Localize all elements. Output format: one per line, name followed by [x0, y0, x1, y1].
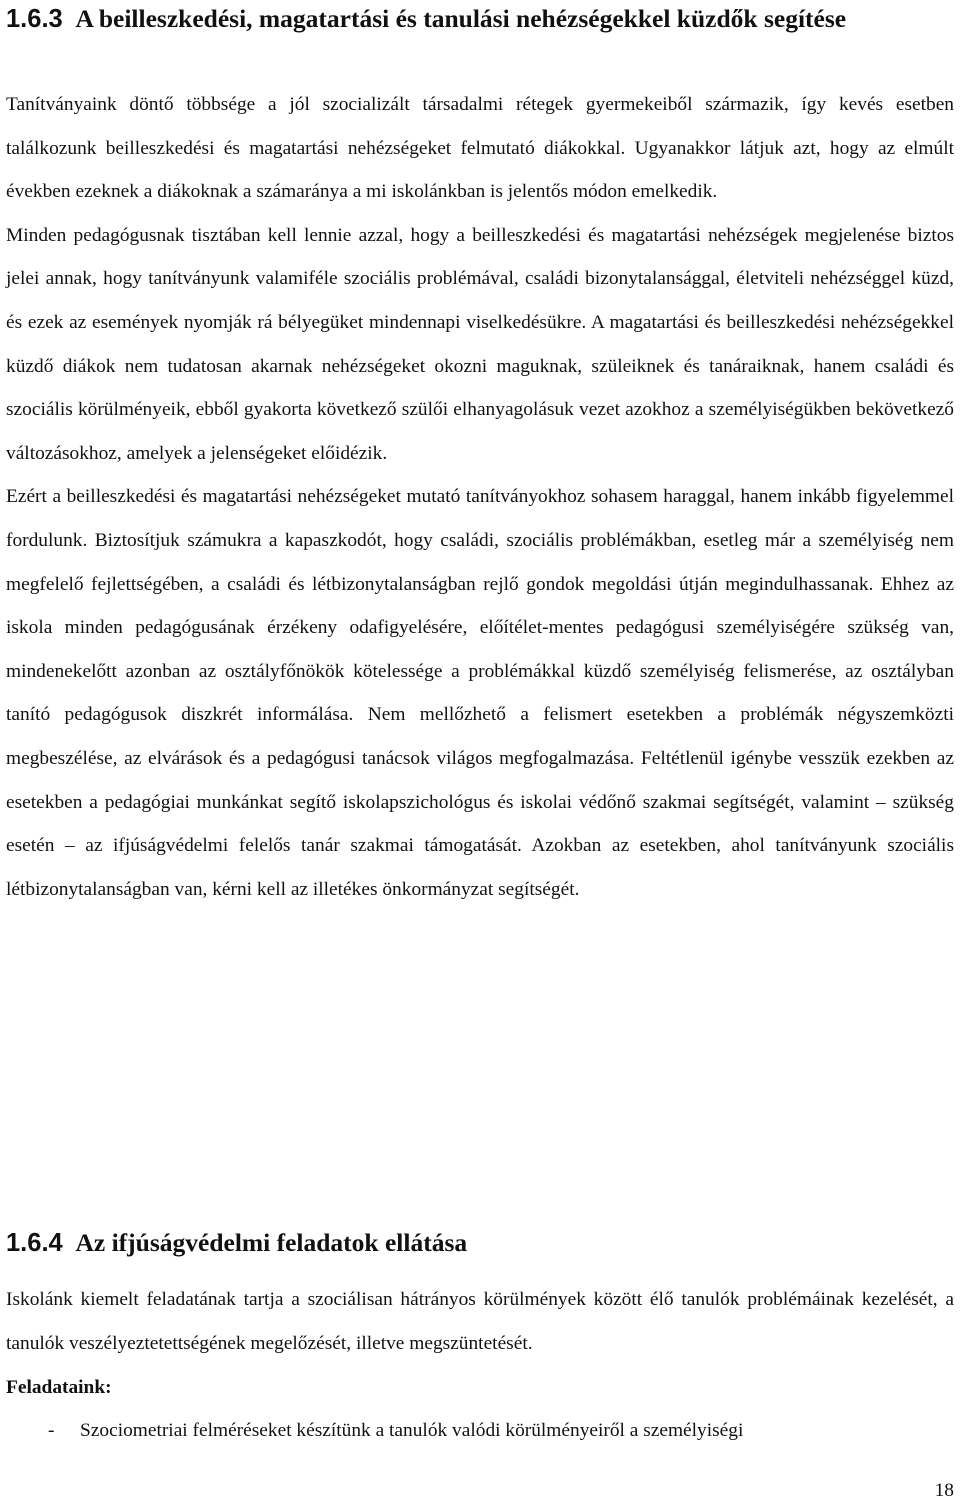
paragraph-1: Tanítványaink döntő többsége a jól szocializált társadalmi rétegek gyermekeiből származik, így kevés esetben találkozunk beilleszkedési és magatartási nehézségeket felmutató diákokkal. Ugyanakkor látjuk azt, hogy az elmúlt években ezeknek a diákoknak a számaránya a mi iskolánkban is jelentős módon emelkedik. [6, 94, 954, 203]
list-bullet: - [48, 1420, 55, 1441]
section-number: 1.6.4 [6, 1229, 63, 1257]
page-number: 18 [934, 1480, 954, 1501]
section-title: Az ifjúságvédelmi feladatok ellátása [75, 1228, 468, 1257]
section-1-6-4-paragraph: Iskolánk kiemelt feladatának tartja a szociálisan hátrányos körülmények között élő tanulók problémáinak kezelését, a tanulók veszélyeztetettségének megelőzését, illetve megszüntetését. [6, 1289, 954, 1354]
section-number: 1.6.3 [6, 5, 63, 33]
paragraph-3: Ezért a beilleszkedési és magatartási nehézségeket mutató tanítványokhoz sohasem haraggal, hanem inkább figyelemmel fordulunk. Biztosítjuk számukra a kapaszkodót, hogy családi, szociális problémákban, esetleg már a személyiség nem megfelelő fejlettségében, a családi és létbizonytalanságban rejlő gondok megoldási útján megindulhassanak. Ehhez az iskola minden pedagógusának érzékeny odafigyelésére, előítélet-mentes pedagógusi személyiségére szükség van, mindenekelőtt azonban az osztályfőnökök kötelessége a problémákkal küzdő személyiség felismerése, az osztályban tanító pedagógusok diszkrét informálása. Nem mellőzhető a felismert esetekben a problémák négyszemközti megbeszélése, az elvárások és a pedagógusi tanácsok világos megfogalmazása. Feltétlenül igénybe vesszük ezekben az esetekben a pedagógiai munkánkat segítő iskolapszichológus és iskolai védőnő szakmai segítségét, valamint – szükség esetén – az ifjúságvédelmi felelős tanár szakmai támogatását. Azokban az esetekben, ahol tanítványunk szociális létbizonytalanságban van, kérni kell az illetékes önkormányzat segítségét. [6, 486, 954, 900]
list-item [6, 1409, 954, 1453]
list-item-text: Szociometriai felméréseket készítünk a tanulók valódi körülményeiről a személyiségi [80, 1420, 744, 1441]
section-title: A beilleszkedési, magatartási és tanulási nehézségekkel küzdők segítése [75, 4, 847, 33]
section-heading-1-6-4 [6, 1224, 956, 1262]
tasks-label: Feladataink: [6, 1377, 112, 1398]
paragraph-2: Minden pedagógusnak tisztában kell lennie azzal, hogy a beilleszkedési és magatartási nehézségek megjelenése biztos jelei annak, hogy tanítványunk valamiféle szociális problémával, családi bizonytalansággal, életviteli nehézséggel küzd, és ezek az események nyomják rá bélyegüket mindennapi viselkedésükre. A magatartási és beilleszkedési nehézségekkel küzdő diákok nem tudatosan akarnak nehézségeket okozni maguknak, szüleiknek és tanáraiknak, hanem családi és szociális körülményeik, ebből gyakorta következő szülői elhanyagolásuk vezet azokhoz a személyiségükben bekövetkező változásokhoz, amelyek a jelenségeket előidézik. [6, 224, 954, 464]
section-heading-1-6-3 [6, 0, 956, 38]
section-1-6-3-body [6, 83, 954, 911]
